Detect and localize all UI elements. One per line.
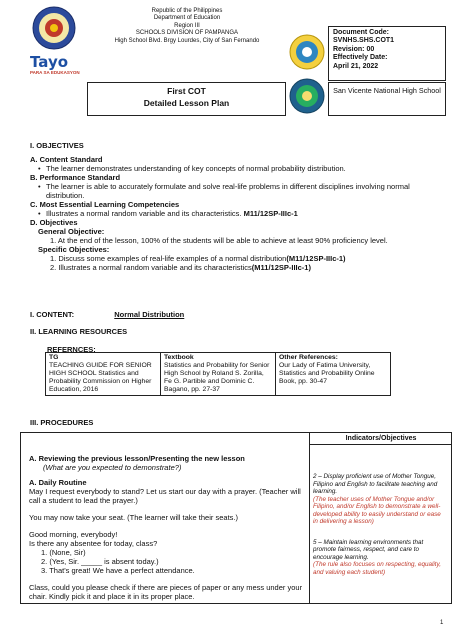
indicator-2-note: (The teacher uses of Mother Tongue and/or Filipino, and/or English to demonstrate a well-developed ability to easily understand or ease in delivering a lesson) xyxy=(313,495,441,525)
header-center xyxy=(88,8,286,45)
references-table xyxy=(45,352,391,396)
procedures-divider xyxy=(309,433,310,603)
specific-objective-2: 2. Illustrates a normal random variable and its characteristics(M11/12SP-IIIc-1) xyxy=(50,263,311,272)
routine-answer-1: 1. (None, Sir) xyxy=(41,548,86,557)
general-objective-heading: General Objective: xyxy=(38,227,105,236)
effectivity-date: April 21, 2022 xyxy=(333,62,379,70)
routine-answer-2: 2. (Yes, Sir. _____ is absent today.) xyxy=(41,557,159,566)
routine-answer-3: 3. That's great! We have a perfect attendance. xyxy=(41,566,195,575)
routine-greeting: Good morning, everybody! xyxy=(29,530,118,539)
references-other-head: Other References: xyxy=(279,354,338,361)
content-value: Normal Distribution xyxy=(114,310,185,319)
department-text: Department of Education xyxy=(153,15,221,22)
procedure-a-heading: A. Reviewing the previous lesson/Presenting the new lesson xyxy=(29,454,245,463)
effectivity-label: Effectively Date: xyxy=(333,54,388,62)
references-other-text: Our Lady of Fatima University, Statistics and Probability Online Book, pp. 30-47 xyxy=(279,362,375,386)
tayo-logo-sub: PARA SA EDUKASYON xyxy=(30,70,80,75)
references-col-other xyxy=(276,353,391,396)
procedures-table xyxy=(20,432,452,604)
routine-cleanliness: Class, could you please check if there are pieces of paper or any mess under your chair. Kindly pick it and place it in its proper place. xyxy=(29,583,303,601)
references-col-textbook xyxy=(161,353,276,396)
references-textbook-head: Textbook xyxy=(164,354,194,361)
content-standard-heading: A. Content Standard xyxy=(30,155,103,164)
procedure-a-subtext: (What are you expected to demonstrate?) xyxy=(43,463,182,472)
learning-resources-heading: II. LEARNING RESOURCES xyxy=(30,327,128,336)
school-name-box xyxy=(328,82,446,116)
doc-code-value: SVNHS.SHS.COT1 xyxy=(333,37,395,45)
deped-seal xyxy=(32,6,76,50)
daily-routine-heading: A. Daily Routine xyxy=(29,478,87,487)
references-col-tg xyxy=(46,353,161,396)
school-seal-bottom xyxy=(289,78,325,114)
content-standard-text: • The learner demonstrates understanding of key concepts of normal probability distribution. xyxy=(38,164,346,173)
indicators-heading: Indicators/Objectives xyxy=(345,435,417,442)
specific-objective-1: 1. Discuss some examples of real-life examples of a normal distribution(M11/12SP-IIIc-1) xyxy=(50,254,346,263)
revision-text: Revision: 00 xyxy=(333,45,375,53)
tayo-logo xyxy=(30,54,82,82)
indicators-column xyxy=(313,473,447,576)
republic-text: Republic of the Philippines xyxy=(151,8,223,14)
doc-code-label: Document Code: xyxy=(333,29,389,36)
page-title: First COT xyxy=(167,86,206,96)
routine-seat: You may now take your seat. (The learner will take their seats.) xyxy=(29,513,238,522)
indicator-5-text: 5 – Maintain learning environments that promote fairness, respect, and care to encourage learning. xyxy=(313,538,424,561)
procedures-left xyxy=(29,454,305,601)
content-label: I. CONTENT: xyxy=(30,310,75,319)
division-text: SCHOOLS DIVISION OF PAMPANGA xyxy=(135,30,239,37)
routine-absentee-question: Is there any absentee for today, class? xyxy=(29,539,158,548)
general-objective-text: 1. At the end of the lesson, 100% of the students will be able to achieve at least 90% proficiency level. xyxy=(50,236,388,245)
performance-standard-text: • The learner is able to accurately formulate and solve real-life problems in different disciplines involving normal distribution. xyxy=(38,182,410,200)
references-label: REFERNCES: xyxy=(47,345,96,354)
procedures-heading: III. PROCEDURES xyxy=(30,418,94,427)
melc-text: • Illustrates a normal random variable and its characteristics. M11/12SP-IIIc-1 xyxy=(38,209,298,218)
page-subtitle: Detailed Lesson Plan xyxy=(143,98,230,108)
references-tg-head: TG xyxy=(49,354,59,361)
tayo-logo-text: Tayo xyxy=(30,53,69,71)
specific-objectives-heading: Specific Objectives: xyxy=(38,245,110,254)
routine-prayer: May I request everybody to stand? Let us start our day with a prayer. (Teacher will call a student to lead the prayer.) xyxy=(29,487,301,505)
objectives-d-heading: D. Objectives xyxy=(30,218,78,227)
objectives-section xyxy=(30,141,450,272)
indicator-5-note: (The rule also focuses on respecting, equality, and valuing each student) xyxy=(313,561,441,576)
indicator-2-text: 2 – Display proficient use of Mother Tongue, Filipino and English to facilitate teaching and learning. xyxy=(313,473,438,495)
procedures-header-line xyxy=(309,444,451,445)
content-row xyxy=(30,310,450,319)
references-textbook-text: Statistics and Probability for Senior High School by Roland S. Zorilla, Fe G. Partible and Dominic C. Bagano, pp. 27-37 xyxy=(164,362,270,394)
region-text: Region III xyxy=(174,22,200,29)
learning-resources-section xyxy=(30,327,450,354)
page-number: 1 xyxy=(440,620,444,626)
melc-heading: C. Most Essential Learning Competencies xyxy=(30,200,180,209)
document-code-box xyxy=(328,26,446,81)
title-box xyxy=(87,82,286,116)
school-seal-top xyxy=(289,34,325,70)
references-tg-text: TEACHING GUIDE FOR SENIOR HIGH SCHOOL Statistics and Probability Commission on Higher Education, 2016 xyxy=(49,362,152,394)
school-name: San Vicente National High School xyxy=(333,86,441,95)
objectives-heading: I. OBJECTIVES xyxy=(30,141,84,150)
performance-standard-heading: B. Performance Standard xyxy=(30,173,121,182)
address-text: High School Blvd. Brgy Lourdes, City of San Fernando xyxy=(114,37,260,44)
